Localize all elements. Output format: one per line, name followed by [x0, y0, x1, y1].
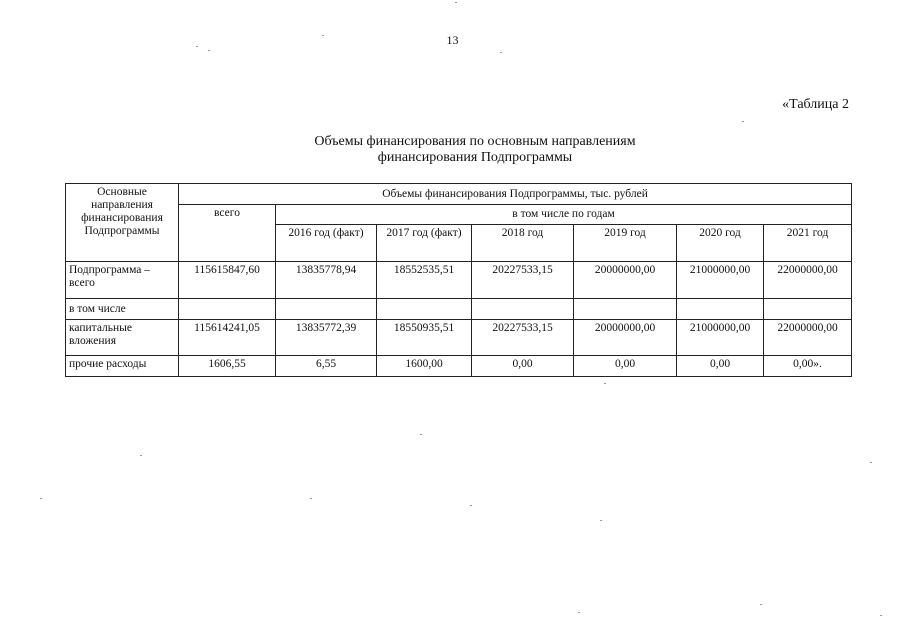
scan-speck	[870, 462, 872, 463]
scan-speck	[500, 52, 502, 53]
cell-total: 1606,55	[179, 356, 276, 377]
cell-value	[764, 299, 852, 320]
header-year: 2020 год	[677, 225, 764, 262]
cell-value: 20227533,15	[472, 320, 574, 356]
cell-value: 18550935,51	[377, 320, 472, 356]
header-row-2	[66, 205, 852, 225]
cell-value	[574, 299, 677, 320]
row-name: Подпрограмма – всего	[66, 262, 179, 299]
page-number: 13	[446, 33, 459, 47]
table-row	[66, 299, 852, 320]
cell-total: 115615847,60	[179, 262, 276, 299]
cell-value: 0,00	[472, 356, 574, 377]
cell-value: 22000000,00	[764, 320, 852, 356]
cell-value: 22000000,00	[764, 262, 852, 299]
header-by-years: в том числе по годам	[276, 205, 852, 225]
header-directions: Основные направления финансирования Подпрограммы	[66, 184, 179, 262]
table-label: «Таблица 2	[782, 97, 849, 112]
scan-speck	[40, 498, 42, 499]
scan-speck	[604, 383, 606, 384]
document-title	[0, 134, 905, 166]
header-volumes: Объемы финансирования Подпрограммы, тыс. рублей	[179, 184, 852, 205]
cell-value	[472, 299, 574, 320]
cell-value: 20000000,00	[574, 320, 677, 356]
scan-speck	[578, 612, 580, 613]
cell-value: 13835772,39	[276, 320, 377, 356]
row-name: в том числе	[66, 299, 179, 320]
cell-total: 115614241,05	[179, 320, 276, 356]
cell-value	[677, 299, 764, 320]
header-total: всего	[179, 205, 276, 262]
cell-value: 0,00	[677, 356, 764, 377]
scan-speck	[470, 505, 472, 506]
cell-value	[276, 299, 377, 320]
scan-speck	[455, 2, 457, 3]
cell-value: 6,55	[276, 356, 377, 377]
header-year: 2017 год (факт)	[377, 225, 472, 262]
row-name: капитальные вложения	[66, 320, 179, 356]
scan-speck	[760, 604, 762, 605]
cell-value: 21000000,00	[677, 262, 764, 299]
scan-speck	[310, 498, 312, 499]
header-year: 2019 год	[574, 225, 677, 262]
cell-value: 13835778,94	[276, 262, 377, 299]
header-year: 2016 год (факт)	[276, 225, 377, 262]
title-line-2: финансирования Подпрограммы	[377, 150, 573, 165]
cell-total	[179, 299, 276, 320]
table-row	[66, 320, 852, 356]
scan-speck	[600, 520, 602, 521]
cell-value	[377, 299, 472, 320]
scan-speck	[880, 615, 882, 616]
scan-speck	[742, 121, 744, 122]
cell-value: 1600,00	[377, 356, 472, 377]
cell-value: 20000000,00	[574, 262, 677, 299]
cell-value: 21000000,00	[677, 320, 764, 356]
header-year: 2018 год	[472, 225, 574, 262]
header-row-1	[66, 184, 852, 205]
scan-speck	[420, 434, 422, 435]
scan-speck	[322, 35, 324, 36]
cell-value: 0,00».	[764, 356, 852, 377]
title-line-1: Объемы финансирования по основным направлениям	[314, 134, 636, 149]
header-year: 2021 год	[764, 225, 852, 262]
scan-speck	[140, 455, 142, 456]
financing-table	[65, 183, 852, 377]
scan-speck	[196, 46, 198, 47]
cell-value: 18552535,51	[377, 262, 472, 299]
cell-value: 0,00	[574, 356, 677, 377]
cell-value: 20227533,15	[472, 262, 574, 299]
table-row	[66, 356, 852, 377]
scan-speck	[208, 50, 210, 51]
table-row	[66, 262, 852, 299]
row-name: прочие расходы	[66, 356, 179, 377]
